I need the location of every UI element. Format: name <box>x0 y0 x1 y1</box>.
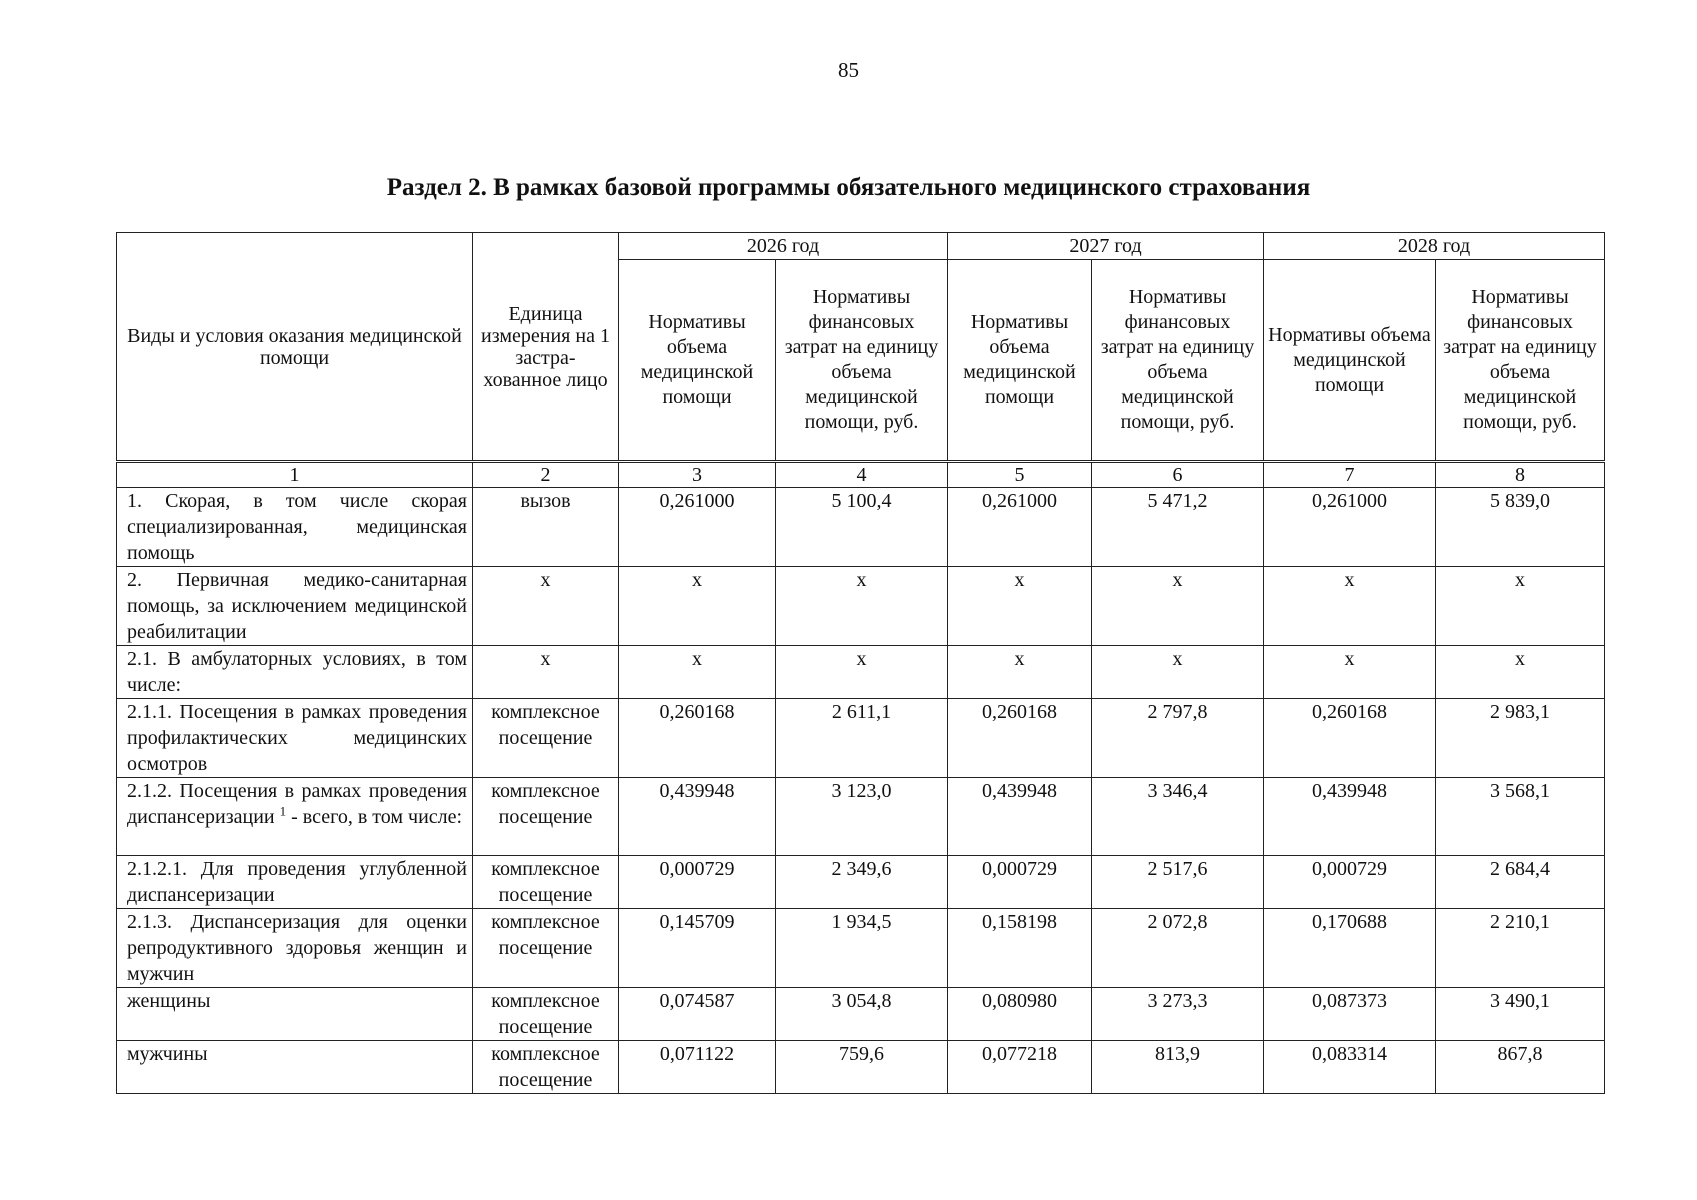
column-number: 5 <box>948 463 1092 488</box>
column-number: 8 <box>1436 463 1605 488</box>
value-cell: 0,260168 <box>948 699 1092 778</box>
value-cell: 3 054,8 <box>776 988 948 1041</box>
value-cell: х <box>948 567 1092 646</box>
value-cell: 3 490,1 <box>1436 988 1605 1041</box>
header-year-2027: 2027 год <box>948 233 1264 260</box>
value-cell: 2 517,6 <box>1092 856 1264 909</box>
row-unit: комплексное посещение <box>473 909 619 988</box>
value-cell: х <box>1436 646 1605 699</box>
table-row <box>117 646 1605 699</box>
row-unit: комплексное посещение <box>473 856 619 909</box>
row-unit: х <box>473 646 619 699</box>
value-cell: 0,261000 <box>1264 488 1436 567</box>
row-name: 2.1.2.1. Для проведения углубленной диспансеризации <box>117 856 473 909</box>
table-row <box>117 567 1605 646</box>
row-unit: комплексное посещение <box>473 699 619 778</box>
table-row <box>117 988 1605 1041</box>
table-row <box>117 699 1605 778</box>
value-cell: 0,000729 <box>1264 856 1436 909</box>
value-cell: х <box>948 646 1092 699</box>
value-cell: х <box>1264 646 1436 699</box>
column-number: 7 <box>1264 463 1436 488</box>
row-unit: вызов <box>473 488 619 567</box>
row-name <box>117 778 473 856</box>
value-cell: 3 346,4 <box>1092 778 1264 856</box>
value-cell: 0,261000 <box>619 488 776 567</box>
value-cell: 0,170688 <box>1264 909 1436 988</box>
value-cell: х <box>1436 567 1605 646</box>
row-name: 2. Первичная медико-санитарная помощь, за исключением медицинской реабилитации <box>117 567 473 646</box>
header-unit: Единица измерения на 1 застра-хованное лицо <box>473 233 619 461</box>
table-row <box>117 909 1605 988</box>
value-cell: 0,439948 <box>619 778 776 856</box>
value-cell: 759,6 <box>776 1041 948 1094</box>
header-row-years <box>117 233 1605 260</box>
row-unit: комплексное посещение <box>473 778 619 856</box>
value-cell: 0,145709 <box>619 909 776 988</box>
column-number: 6 <box>1092 463 1264 488</box>
value-cell: 0,087373 <box>1264 988 1436 1041</box>
row-name-text: 2.1.2. Посещения в рамках проведения диспансеризации <box>127 780 467 828</box>
value-cell: 0,261000 <box>948 488 1092 567</box>
row-name: мужчины <box>117 1041 473 1094</box>
value-cell: 5 100,4 <box>776 488 948 567</box>
value-cell: 0,260168 <box>619 699 776 778</box>
value-cell: 2 349,6 <box>776 856 948 909</box>
value-cell: 0,080980 <box>948 988 1092 1041</box>
header-volume: Нормативы объема медицинской помощи <box>948 260 1092 461</box>
value-cell: 0,439948 <box>948 778 1092 856</box>
table-header <box>116 232 1605 461</box>
value-cell: 3 123,0 <box>776 778 948 856</box>
value-cell: 1 934,5 <box>776 909 948 988</box>
value-cell: 2 611,1 <box>776 699 948 778</box>
table-row <box>117 856 1605 909</box>
value-cell: 2 684,4 <box>1436 856 1605 909</box>
value-cell: 0,000729 <box>948 856 1092 909</box>
header-cost: Нормативы финансовых затрат на единицу объема медицинской помощи, руб. <box>776 260 948 461</box>
value-cell: х <box>776 567 948 646</box>
value-cell: 5 839,0 <box>1436 488 1605 567</box>
column-numbers-row <box>117 463 1605 488</box>
value-cell: 3 273,3 <box>1092 988 1264 1041</box>
value-cell: 0,083314 <box>1264 1041 1436 1094</box>
row-name: женщины <box>117 988 473 1041</box>
value-cell: х <box>1092 567 1264 646</box>
row-name: 1. Скорая, в том числе скорая специализированная, медицинская помощь <box>117 488 473 567</box>
value-cell: х <box>619 646 776 699</box>
row-name: 2.1.1. Посещения в рамках проведения профилактических медицинских осмотров <box>117 699 473 778</box>
value-cell: 0,000729 <box>619 856 776 909</box>
row-unit: комплексное посещение <box>473 1041 619 1094</box>
column-number: 2 <box>473 463 619 488</box>
value-cell: х <box>619 567 776 646</box>
column-number: 4 <box>776 463 948 488</box>
value-cell: 0,071122 <box>619 1041 776 1094</box>
row-name-tail: - всего, в том числе: <box>286 806 463 828</box>
value-cell: 2 983,1 <box>1436 699 1605 778</box>
page-number: 85 <box>838 58 859 82</box>
value-cell: 5 471,2 <box>1092 488 1264 567</box>
row-name: 2.1. В амбулаторных условиях, в том числе: <box>117 646 473 699</box>
value-cell: 813,9 <box>1092 1041 1264 1094</box>
footnote-mark: 1 <box>279 803 287 819</box>
section-title: Раздел 2. В рамках базовой программы обязательного медицинского страхования <box>386 174 1311 201</box>
value-cell: 3 568,1 <box>1436 778 1605 856</box>
value-cell: 0,077218 <box>948 1041 1092 1094</box>
value-cell: 0,260168 <box>1264 699 1436 778</box>
value-cell: 0,158198 <box>948 909 1092 988</box>
table-row <box>117 488 1605 567</box>
value-cell: 2 072,8 <box>1092 909 1264 988</box>
header-year-2028: 2028 год <box>1264 233 1605 260</box>
value-cell: х <box>1264 567 1436 646</box>
row-unit: х <box>473 567 619 646</box>
header-cost: Нормативы финансовых затрат на единицу объема медицинской помощи, руб. <box>1092 260 1264 461</box>
value-cell: 2 797,8 <box>1092 699 1264 778</box>
value-cell: 2 210,1 <box>1436 909 1605 988</box>
value-cell: х <box>1092 646 1264 699</box>
table-row <box>117 1041 1605 1094</box>
header-kind: Виды и условия оказания медицинской помощи <box>117 233 473 461</box>
value-cell: 0,074587 <box>619 988 776 1041</box>
header-volume: Нормативы объема медицинской помощи <box>1264 260 1436 461</box>
value-cell: х <box>776 646 948 699</box>
header-volume: Нормативы объема медицинской помощи <box>619 260 776 461</box>
row-unit: комплексное посещение <box>473 988 619 1041</box>
header-cost: Нормативы финансовых затрат на единицу объема медицинской помощи, руб. <box>1436 260 1605 461</box>
table-row <box>117 778 1605 856</box>
column-number: 1 <box>117 463 473 488</box>
table-body <box>116 462 1605 1094</box>
header-year-2026: 2026 год <box>619 233 948 260</box>
value-cell: 0,439948 <box>1264 778 1436 856</box>
value-cell: 867,8 <box>1436 1041 1605 1094</box>
row-name: 2.1.3. Диспансеризация для оценки репродуктивного здоровья женщин и мужчин <box>117 909 473 988</box>
column-number: 3 <box>619 463 776 488</box>
